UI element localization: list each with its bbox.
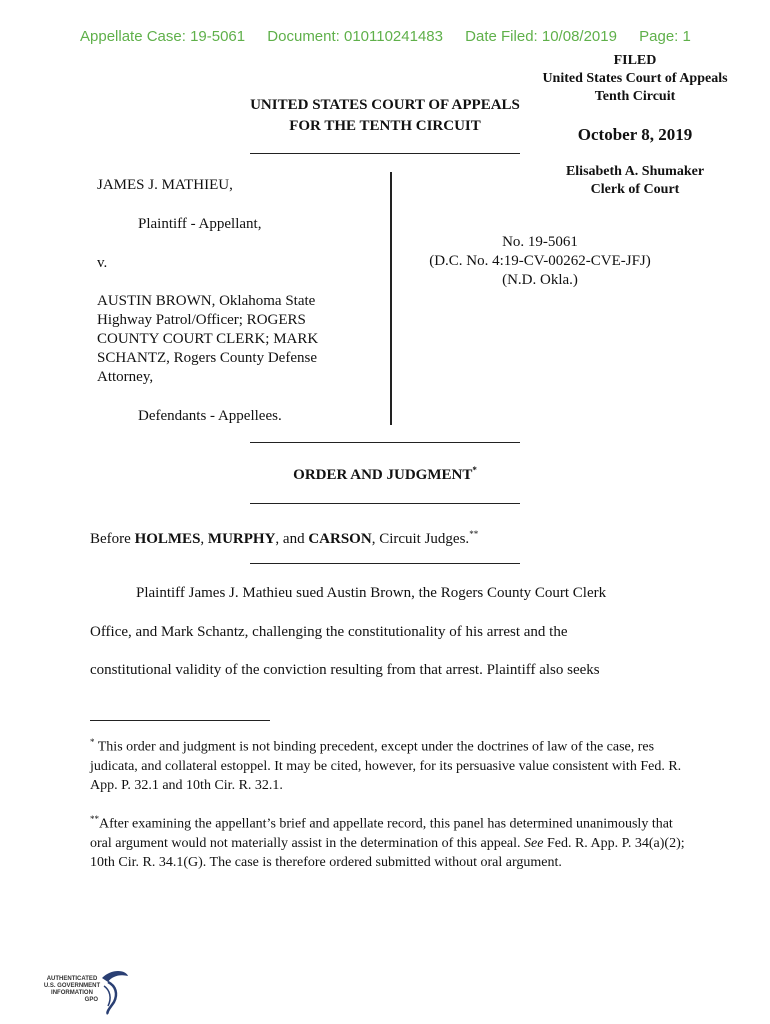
footnote-text: After examining the appellant’s brief and appellate record, this panel has determined unanimously that oral argument would not materially assist in the determination of this appeal.	[90, 816, 673, 851]
footnote-1	[90, 733, 690, 795]
defendants-list	[97, 292, 318, 387]
gpo-logo-line: AUTHENTICATED	[46, 976, 98, 982]
footnote-2	[90, 810, 690, 872]
panel-prefix: Before	[90, 531, 135, 547]
gpo-logo-text	[42, 976, 102, 1004]
versus: v.	[97, 255, 108, 271]
plaintiff-role: Plaintiff - Appellant,	[138, 216, 262, 232]
panel-separator: ,	[200, 531, 208, 547]
filed-stamp	[530, 52, 740, 106]
district-case-number: (D.C. No. 4:19-CV-00262-CVE-JFJ)	[429, 253, 651, 269]
divider	[250, 503, 520, 504]
defendants-line: Highway Patrol/Officer; ROGERS	[97, 312, 306, 328]
divider	[250, 442, 520, 443]
case-number: No. 19-5061	[502, 234, 578, 250]
body-line: constitutional validity of the conviction resulting from that arrest. Plaintiff also seeks	[90, 662, 600, 678]
panel-line	[90, 525, 478, 549]
filed-circuit: Tenth Circuit	[594, 89, 676, 104]
district-court: (N.D. Okla.)	[502, 272, 578, 288]
clerk-title: Clerk of Court	[590, 182, 680, 197]
footnote-divider	[90, 720, 270, 721]
gpo-authentication-logo	[42, 968, 132, 1016]
gpo-logo-line: INFORMATION	[51, 990, 93, 996]
filed-court: United States Court of Appeals	[542, 71, 728, 86]
footnote-mark: *	[90, 737, 95, 747]
divider	[250, 153, 520, 154]
body-line: Office, and Mark Schantz, challenging the constitutionality of his arrest and the	[90, 624, 568, 640]
judge-name: MURPHY	[207, 531, 276, 547]
order-title-text: ORDER AND JUDGMENT	[293, 467, 473, 483]
divider	[250, 563, 520, 564]
gpo-logo-line: GPO	[84, 997, 98, 1003]
footnote-signal: See	[524, 835, 544, 851]
defendants-line: COUNTY COURT CLERK; MARK	[97, 331, 319, 347]
caption-vertical-rule	[390, 172, 392, 425]
body-line: Plaintiff James J. Mathieu sued Austin Brown, the Rogers County Court Clerk	[136, 585, 607, 601]
footnote-mark: **	[90, 814, 99, 824]
filed-label: FILED	[613, 53, 657, 68]
defendants-line: Attorney,	[97, 369, 154, 385]
panel-suffix: , Circuit Judges.	[371, 531, 470, 547]
gpo-logo-line: U.S. GOVERNMENT	[43, 983, 101, 989]
judge-name: HOLMES	[134, 531, 201, 547]
panel-separator: , and	[275, 531, 309, 547]
header-page: Page: 1	[639, 28, 691, 45]
clerk-name: Elisabeth A. Shumaker	[565, 164, 705, 179]
judge-name: CARSON	[308, 531, 372, 547]
header-date-filed: Date Filed: 10/08/2019	[465, 28, 617, 45]
plaintiff-name: JAMES J. MATHIEU,	[97, 177, 233, 193]
header-case: Appellate Case: 19-5061	[80, 28, 246, 45]
clerk-block	[540, 163, 730, 199]
court-title-line1: UNITED STATES COURT OF APPEALS	[250, 97, 520, 113]
order-title	[250, 465, 520, 484]
court-title-line2: FOR THE TENTH CIRCUIT	[289, 118, 481, 134]
footnote-ref: **	[469, 529, 479, 539]
footnote-text: This order and judgment is not binding precedent, except under the doctrines of law of the case, res judicata, and collateral estoppel. It may be cited, however, for its persuasive value consistent with Fed. R. App. P. 32.1 and 10th Cir. R. 32.1.	[90, 739, 682, 793]
header-document: Document: 010110241483	[267, 28, 443, 45]
defendants-line: SCHANTZ, Rogers County Defense	[97, 350, 317, 366]
court-title	[215, 95, 555, 137]
defendants-role: Defendants - Appellees.	[138, 408, 282, 424]
defendants-line: AUSTIN BROWN, Oklahoma State	[97, 293, 316, 309]
filing-header	[80, 28, 709, 45]
case-numbers	[410, 233, 670, 290]
eagle-icon	[98, 968, 130, 1016]
footnote-text: Fed. R. App. P. 34(a)(2); 10th Cir. R. 34.1(G). The case is therefore ordered submitted without oral argument.	[90, 835, 685, 870]
filed-date: October 8, 2019	[577, 125, 693, 144]
footnote-ref: *	[472, 465, 477, 475]
